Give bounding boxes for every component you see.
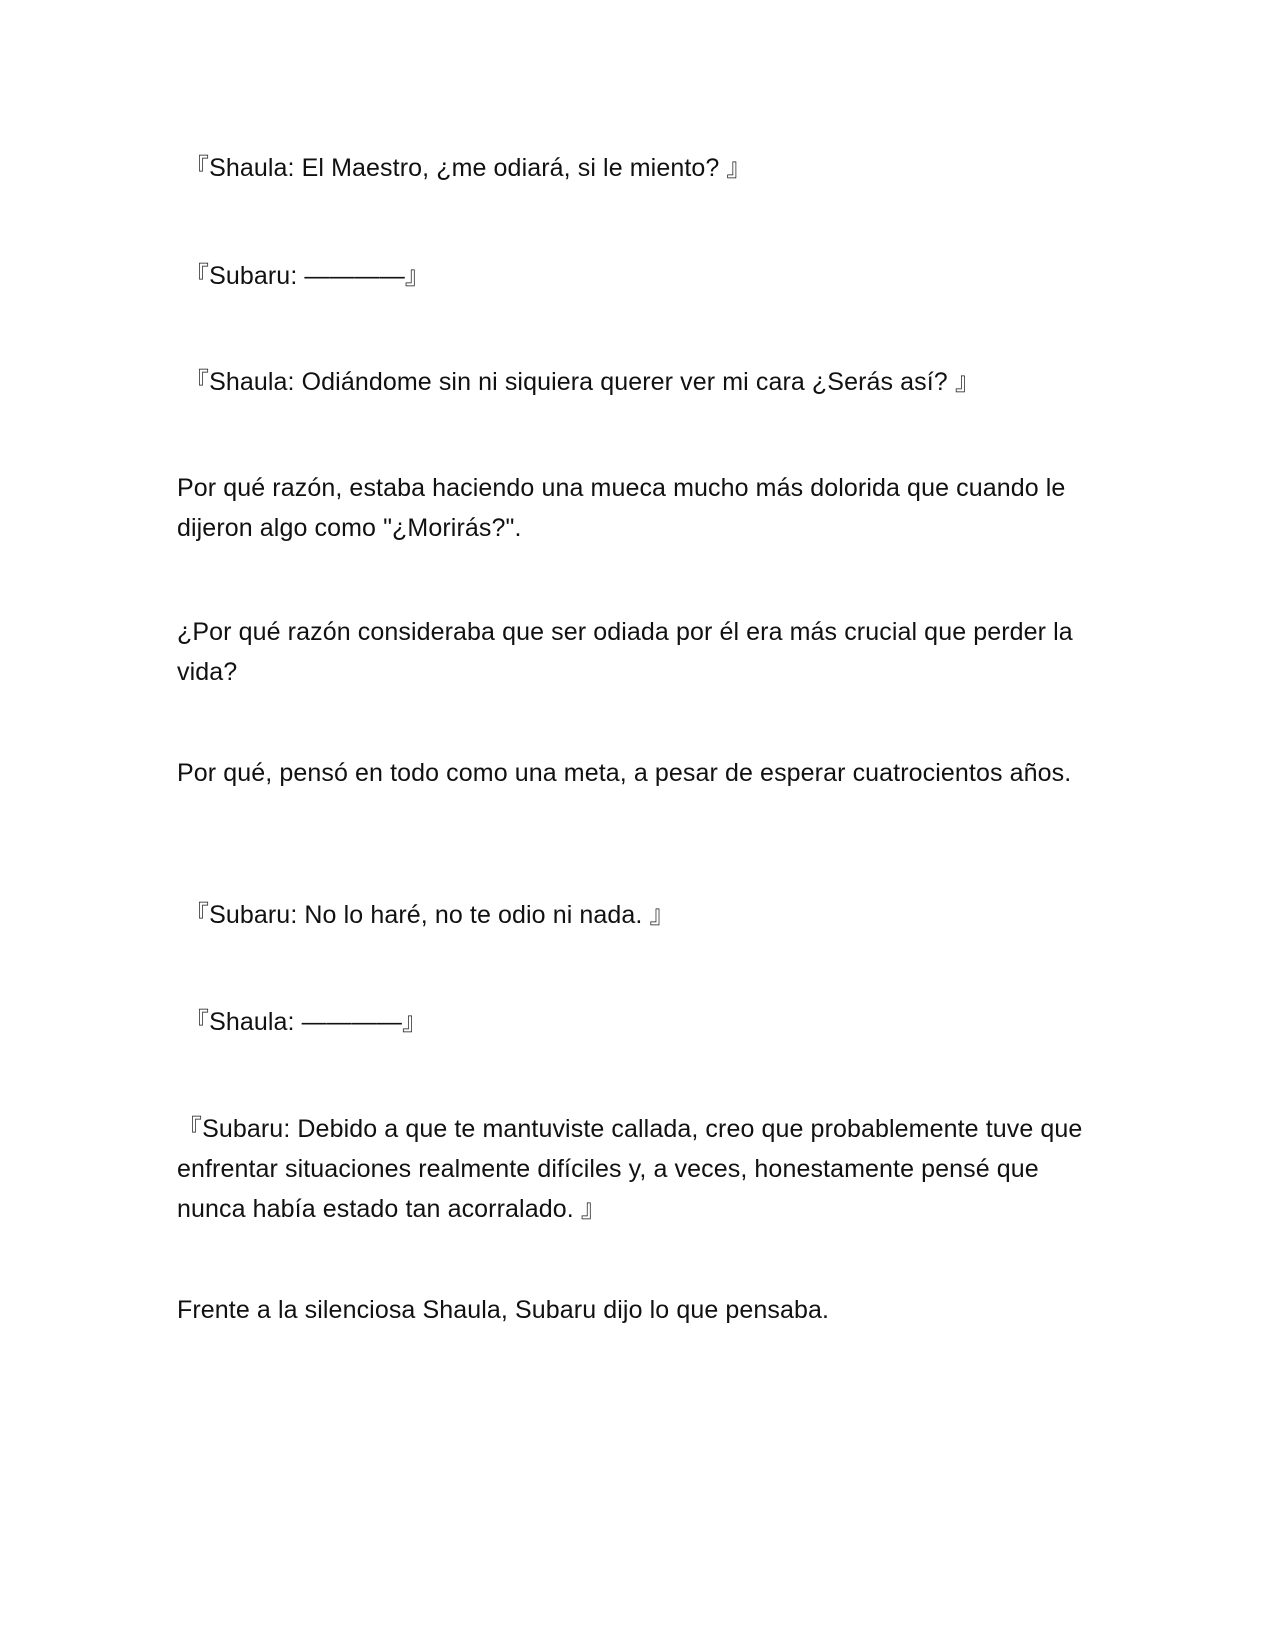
dialogue-subaru-3: 『Subaru: Debido a que te mantuviste callada, creo que probablemente tuve que enfrentar situaciones realmente difíciles y, a veces, honestamente pensé que nunca había estado tan acorralado. 』 [177, 1115, 1090, 1223]
narration-paragraph-2: ¿Por qué razón consideraba que ser odiada por él era más crucial que perder la vida? [177, 618, 1080, 686]
dialogue-shaula-3: 『Shaula: ————』 [184, 1008, 428, 1036]
dialogue-subaru-2: 『Subaru: No lo haré, no te odio ni nada. 』 [184, 901, 675, 929]
narration-paragraph-1: Por qué razón, estaba haciendo una mueca mucho más dolorida que cuando le dijeron algo como "¿Morirás?". [177, 474, 1073, 542]
narration-paragraph-3: Por qué, pensó en todo como una meta, a pesar de esperar cuatrocientos años. [177, 759, 1072, 787]
dialogue-shaula-2: 『Shaula: Odiándome sin ni siquiera querer ver mi cara ¿Serás así? 』 [184, 368, 980, 396]
dialogue-shaula-1: 『Shaula: El Maestro, ¿me odiará, si le miento? 』 [184, 154, 752, 182]
narration-paragraph-4: Frente a la silenciosa Shaula, Subaru dijo lo que pensaba. [177, 1296, 830, 1324]
dialogue-subaru-1: 『Subaru: ————』 [184, 262, 430, 290]
